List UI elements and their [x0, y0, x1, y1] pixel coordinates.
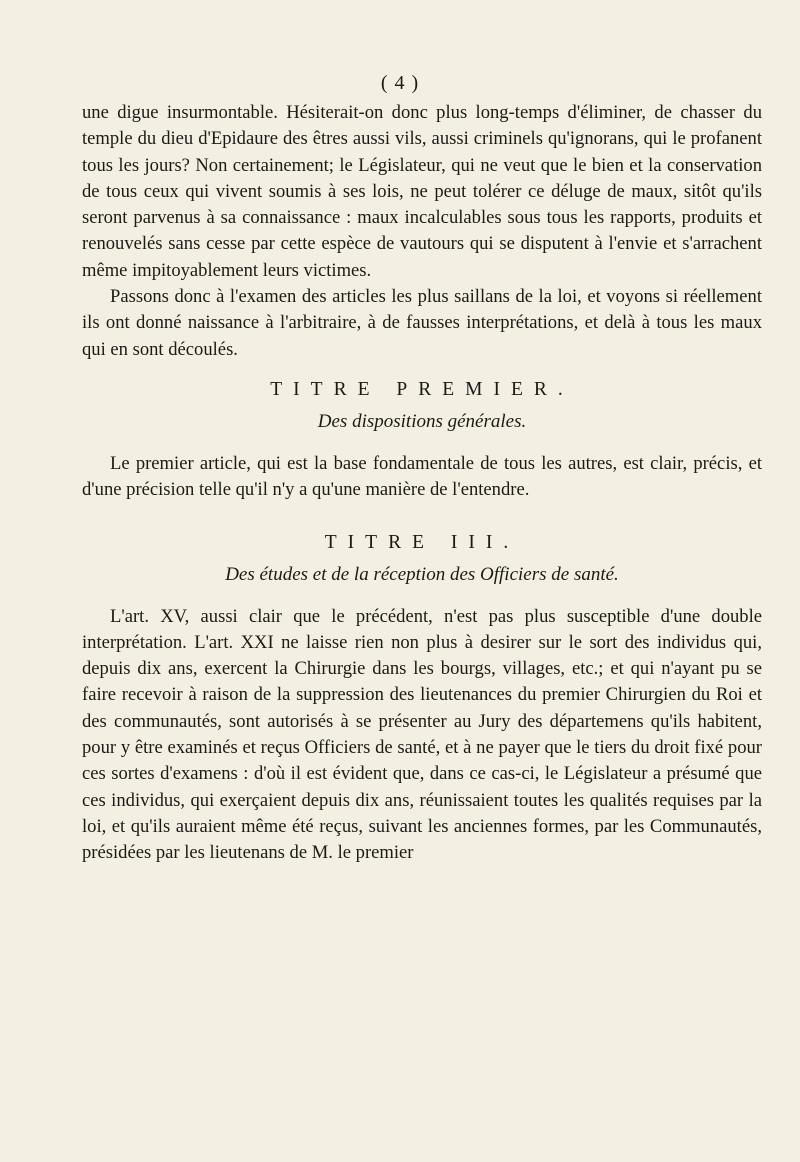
intro-paragraph-1: une digue insurmontable. Hésiterait-on donc plus long-temps d'éliminer, de chasser du temple du dieu d'Epidaure des êtres aussi vils, aussi criminels qu'ignorans, qui le profanent tous les jours? Non certainement; le Législateur, qui ne veut que le bien et la conservation de tous ceux qui vivent soumis à ses lois, ne peut tolérer ce déluge de maux, sitôt qu'ils seront parvenus à sa connaissance : maux incalculables sous tous les rapports, produits et renouvelés sans cesse par cette espèce de vautours qui se disputent à l'envie et s'arrachent même impitoyablement leurs victimes. — [82, 102, 762, 281]
section1-paragraph: Le premier article, qui est la base fondamentale de tous les autres, est clair, précis, et d'une précision telle qu'il n'y a qu'une manière de l'entendre. — [82, 452, 762, 501]
body-text — [82, 100, 762, 867]
section-subtitle-etudes: Des études et de la réception des Officiers de santé. — [225, 563, 619, 585]
section-subtitle-dispositions: Des dispositions générales. — [317, 410, 527, 432]
intro-paragraph-2: Passons donc à l'examen des articles les plus saillans de la loi, et voyons si réellement ils ont donné naissance à l'arbitraire, à de fausses interprétations, et delà à tous les maux qui en sont découlés. — [82, 286, 762, 360]
section2-paragraph: L'art. XV, aussi clair que le précédent, n'est pas plus susceptible d'une double interprétation. L'art. XXI ne laisse rien non plus à desirer sur le sort des individus qui, depuis dix ans, exercent la Chirurgie dans les bourgs, villages, etc.; et qui n'ayant pu se faire recevoir à raison de la suppression des lieutenances du premier Chirurgien du Roi et des communautés, sont autorisés à se présenter au Jury des départemens qu'ils habitent, pour y être examinés et reçus Officiers de santé, et à ne payer que le tiers du droit fixé pour ces sortes d'examens : d'où il est évident que, dans ce cas-ci, le Législateur a présumé que ces individus, qui exerçaient depuis dix ans, réunissaient toutes les qualités requises par la loi, et qu'ils auraient même été reçus, suivant les anciennes formes, par les Communautés, présidées par les lieutenans de M. le premier — [82, 605, 762, 864]
section-title-premier: TITRE PREMIER. — [270, 378, 574, 400]
page-number: ( 4 ) — [380, 72, 420, 94]
section-title-iii: TITRE III. — [324, 531, 520, 553]
